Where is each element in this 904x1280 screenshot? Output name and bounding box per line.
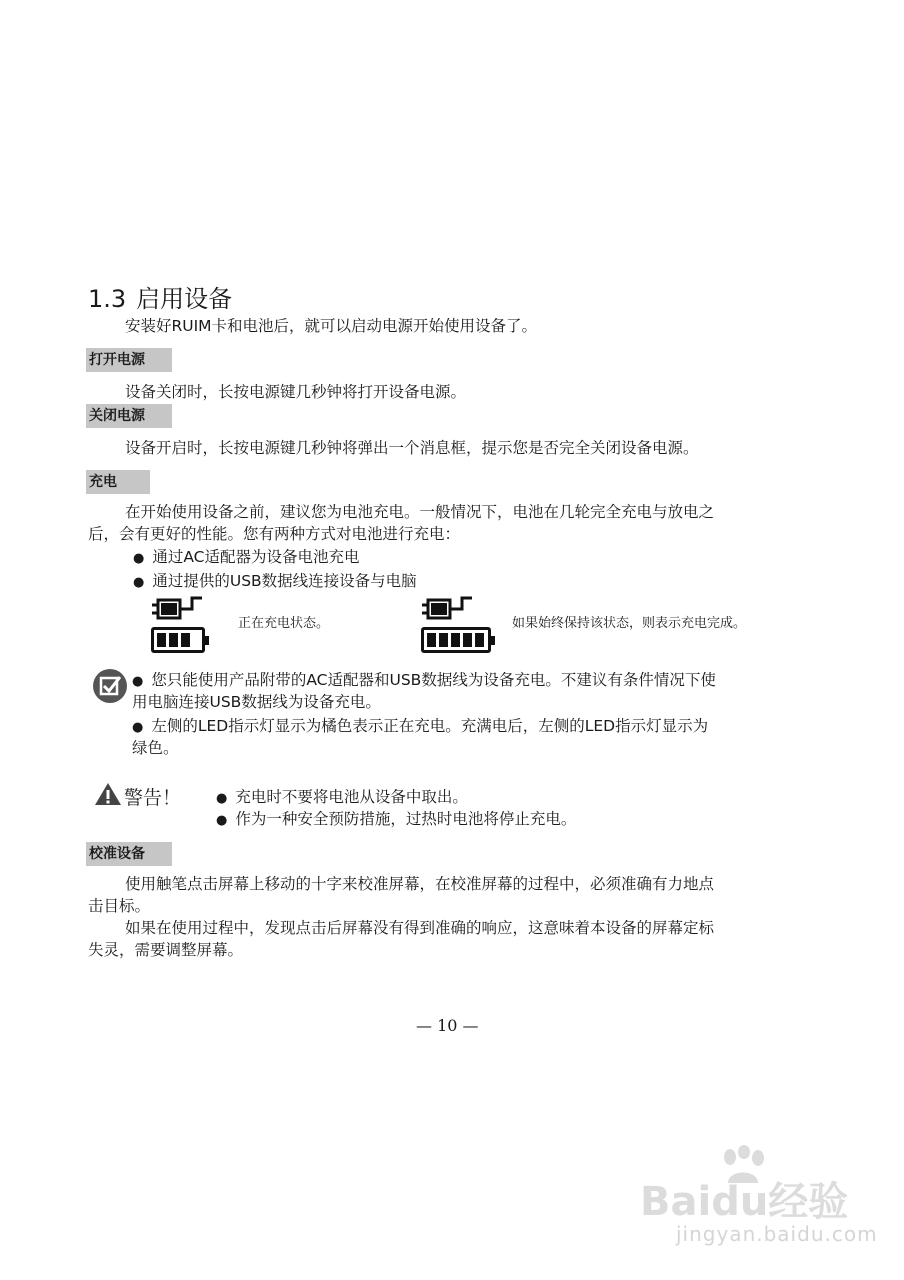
battery-segment <box>463 633 472 647</box>
note-2-line1: ● 左侧的LED指示灯显示为橘色表示正在充电。充满电后，左侧的LED指示灯显示为 <box>132 715 708 739</box>
calibrate-p2-line1: 如果在使用过程中，发现点击后屏幕没有得到准确的响应，这意味着本设备的屏幕定标 <box>125 919 715 937</box>
charging-para-line1: 在开始使用设备之前，建议您为电池充电。一般情况下，电池在几轮完全充电与放电之 <box>125 503 715 521</box>
heading-calibrate: 校准设备 <box>86 842 172 866</box>
charging-plug-icon-2 <box>420 594 476 624</box>
calibrate-p2-line2: 失灵，需要调整屏幕。 <box>88 941 244 959</box>
section-title-text: 启用设备 <box>136 285 233 313</box>
battery-segment <box>451 633 460 647</box>
calibrate-p1-line2: 击目标。 <box>88 897 151 915</box>
charging-method-1: ● 通过AC适配器为设备电池充电 <box>133 546 360 570</box>
warning-label: 警告！ <box>124 787 182 809</box>
battery-segment <box>169 633 178 647</box>
battery-segment <box>439 633 448 647</box>
watermark-logo: Baidu经验 <box>640 1179 849 1225</box>
warning-1: ● 充电时不要将电池从设备中取出。 <box>216 786 468 810</box>
checkbox-note-icon <box>92 668 128 704</box>
heading-charging: 充电 <box>86 470 150 494</box>
calibrate-p1-line1: 使用触笔点击屏幕上移动的十字来校准屏幕，在校准屏幕的过程中，必须准确有力地点 <box>125 875 715 893</box>
battery-segment <box>475 633 484 647</box>
battery-full-icon <box>421 627 491 653</box>
charging-method-2: ● 通过提供的USB数据线连接设备与电脑 <box>133 570 417 594</box>
status-charging-text: 正在充电状态。 <box>238 616 330 631</box>
section-number: 1.3 <box>88 285 127 313</box>
charging-plug-icon <box>150 594 206 624</box>
power-on-text: 设备关闭时，长按电源键几秒钟将打开设备电源。 <box>125 383 467 401</box>
warning-triangle-icon <box>94 782 122 806</box>
note-1-line2: 用电脑连接USB数据线为设备充电。 <box>132 693 381 711</box>
power-off-text: 设备开启时，长按电源键几秒钟将弹出一个消息框，提示您是否完全关闭设备电源。 <box>125 439 699 457</box>
battery-segment <box>427 633 436 647</box>
watermark-url: jingyan.baidu.com <box>676 1222 878 1246</box>
heading-power-off: 关闭电源 <box>86 404 172 428</box>
note-1-line1: ● 您只能使用产品附带的AC适配器和USB数据线为设备充电。不建议有条件情况下使 <box>132 669 716 693</box>
section-intro: 安装好RUIM卡和电池后，就可以启动电源开始使用设备了。 <box>125 317 538 335</box>
warning-2: ● 作为一种安全预防措施，过热时电池将停止充电。 <box>216 808 576 832</box>
page-number: — 10 — <box>416 1016 479 1035</box>
status-complete-text: 如果始终保持该状态，则表示充电完成。 <box>512 616 747 631</box>
section-title <box>88 279 232 314</box>
battery-segment <box>157 633 166 647</box>
note-2-line2: 绿色。 <box>132 739 179 757</box>
heading-power-on: 打开电源 <box>86 348 172 372</box>
battery-charging-icon <box>151 627 205 653</box>
charging-para-line2: 后，会有更好的性能。您有两种方式对电池进行充电： <box>88 525 461 543</box>
battery-segment <box>181 633 190 647</box>
